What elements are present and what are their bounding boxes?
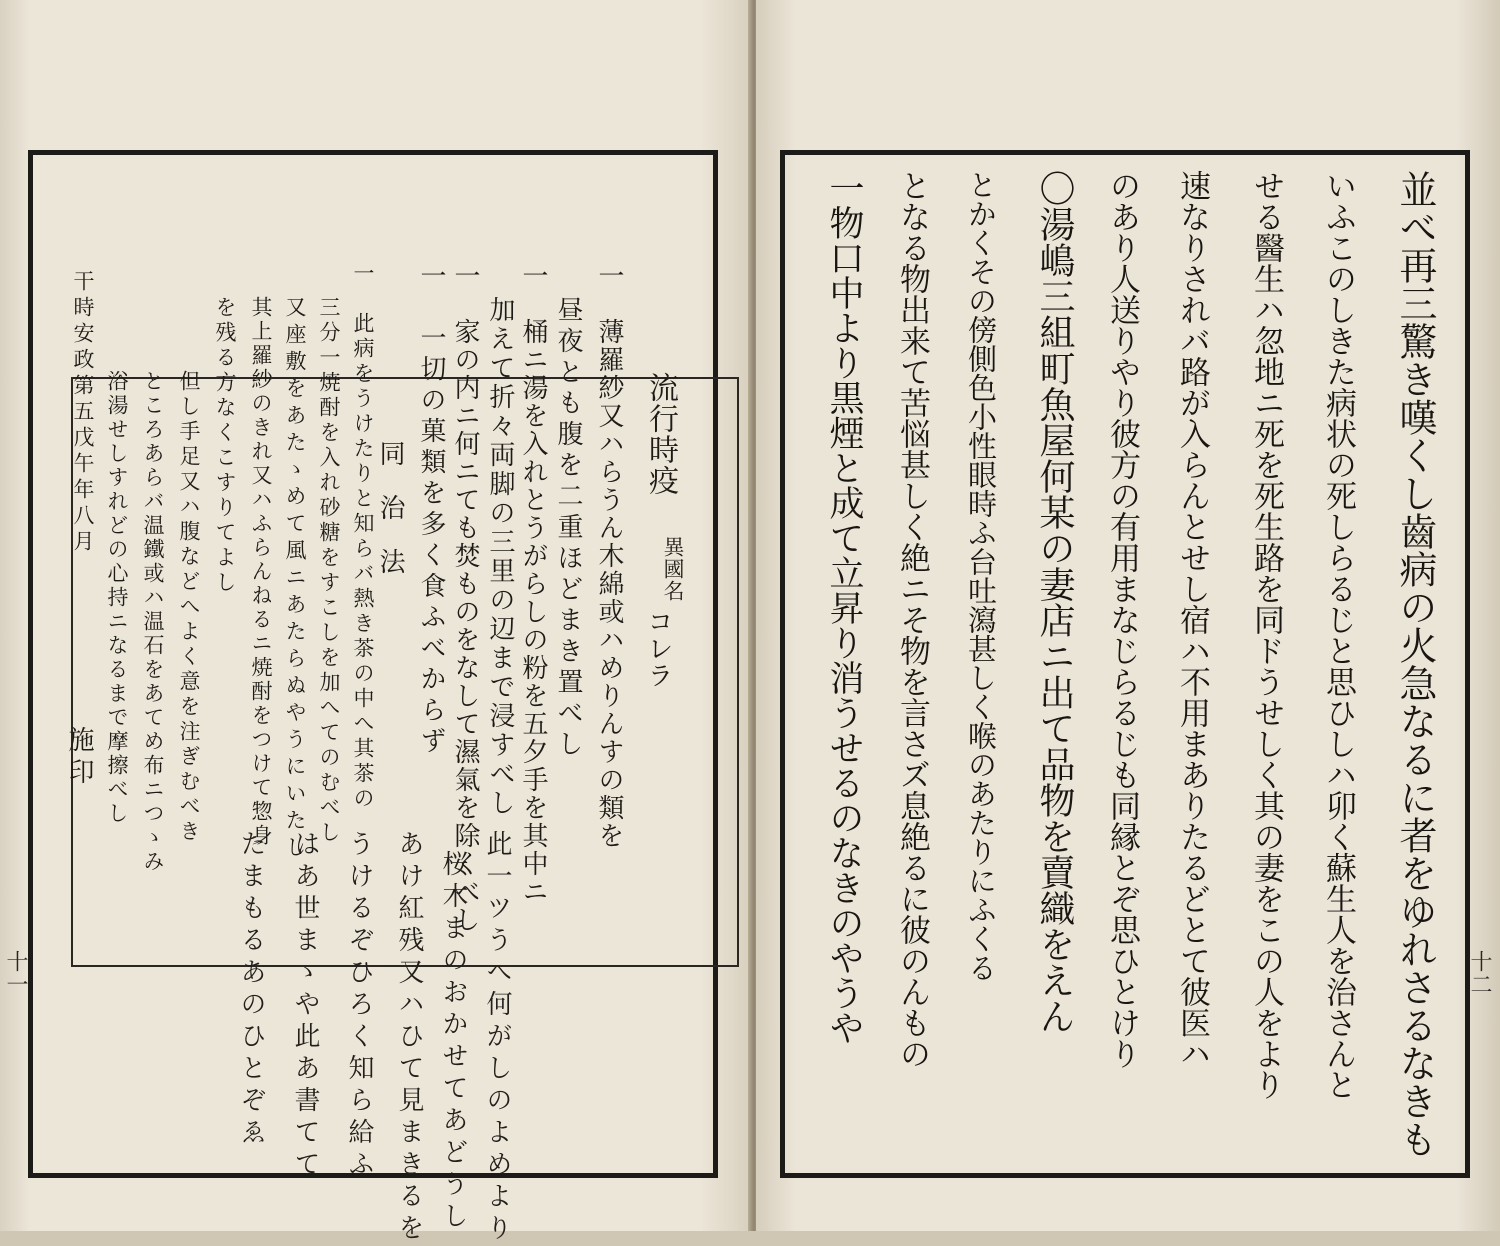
notice-item: 一 一切の菓類を多く食ふべからず [416,262,446,758]
text-column: 〇湯嶋三組町魚屋何某の妻店ニ出て品物を賣織をえん [1034,170,1075,1034]
text-column: せる醫生ハ忽地ニ死を死生路を同ドうせしく其の妻をこの人をより [1248,170,1284,1100]
poem-line: あけ紅残又ハひて見まきるを [394,830,424,1246]
treatment-heading: 同 治 法 [375,440,405,575]
text-column: 一物口中より黒煙と成て立昇り消うせるのなきのやうや [824,170,864,1045]
text-column: 並べ再三驚き嘆くし齒病の火急なるに者をゆれさるなきも [1393,170,1437,1158]
text-column: となる物出来て苦悩甚しく絶ニそ物を言さズ息絶るに彼のんもの [894,170,930,1069]
poem-line: うけるぞひろく知ら給ふ [344,830,374,1182]
notice-subtitle-value: コレラ [643,608,673,689]
right-margin-folio: 十二 [1467,950,1492,996]
poem-line: はあ世まゝや此あ書てて [290,830,320,1182]
poem-line: 此一ツうへ何がしのよめより [482,830,512,1246]
notice-subtitle-label: 異國名 [661,536,685,602]
text-column: いふこのしきた病状の死しらるじと思ひしハ卯く蘇生人を治さんと [1320,170,1356,1100]
treatment-line: 其上羅紗のきれ又ハふらんねるニ焼酎をつけて惣身 [249,296,273,848]
treatment-line: ところあらバ温鐵或ハ温石をあてめ布ニつゝみ [141,370,165,874]
treatment-line: 又座敷をあたゝめて風ニあたらぬやうにいたし [283,296,307,863]
treatment-line: を残る方なくこすりてよし [213,296,237,596]
treatment-line: 浴湯せしすれどの心持ニなるまで摩擦べし [105,370,129,826]
treatment-line: 但し手足又ハ腹などへよく意を注ぎむべき [177,370,201,845]
treatment-line: 一 此病をうけたりと知らバ熱き茶の中へ其茶の [351,262,375,812]
notice-date: 干時安政第五戊午年八月 [71,270,95,556]
left-margin-folio: 十一 [3,950,28,996]
notice-item: 昼夜とも腹を二重ほどまき置べし [553,296,583,761]
notice-seal: 施印 [64,726,94,790]
right-page [756,0,1500,1231]
poem-line: 桜木まのおかせてあどうし [438,850,468,1234]
poem-line: たまもるあのひとぞゑ [236,830,266,1150]
text-column: 速なりされバ路が入らんとせし宿ハ不用まありたるどとて彼医ハ [1174,170,1210,1069]
text-column: のあり人送りやり彼方の有用まなじらるじも同縁とぞ思ひとけり [1104,170,1140,1069]
notice-item: 加えて折々両脚の三里の辺まで浸すべし [485,296,515,818]
notice-item: 一 桶ニ湯を入れとうがらしの粉を五夕手を其中ニ [518,262,548,906]
notice-title: 流行時疫 [643,372,678,496]
treatment-line: 三分一焼酎を入れ砂糖をすこしを加へてのむべし [317,296,341,846]
notice-item: 一 家の内ニ何ニても焚ものをなして濕氣を除くべし [450,262,480,934]
notice-item: 一 薄羅紗又ハらうん木綿或ハめりんすの類を [594,262,624,850]
text-column: とかくその傍側色小性眼時ふ台吐瀉甚しく喉のあたりにふくる [964,170,998,982]
